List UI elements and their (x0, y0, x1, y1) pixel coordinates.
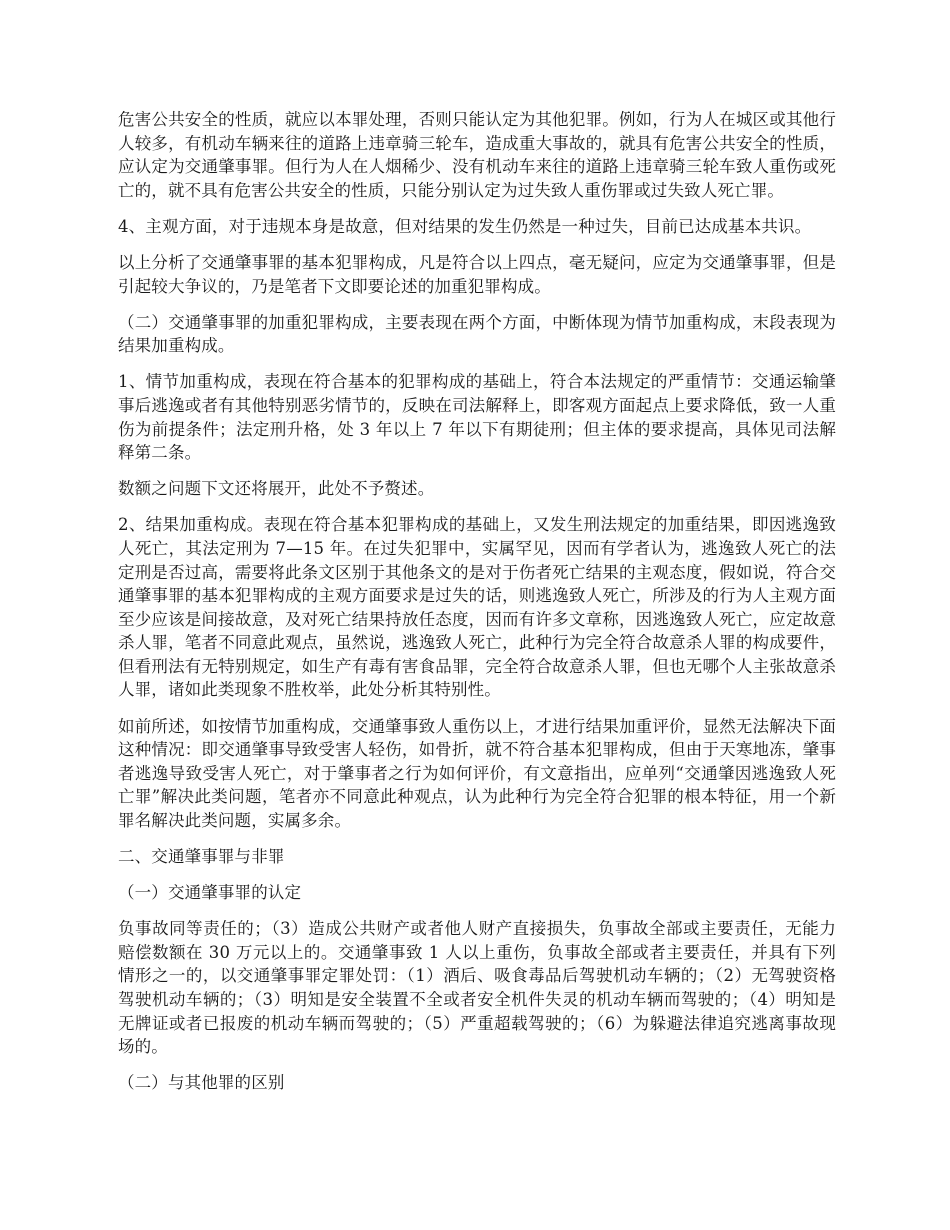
paragraph-as-mentioned: 如前所述，如按情节加重构成，交通肇事致人重伤以上，才进行结果加重评价，显然无法解决下面这种情况：即交通肇事导致受害人轻伤，如骨折，就不符合基本犯罪构成，但由于天寒地冻，肇事者逃逸导致受害人死亡，对于肇事者之行为如何评价，有文意指出，应单列“交通肇因逃逸致人死亡罪”解决此类问题，笔者亦不同意此种观点，认为此种行为完全符合犯罪的根本特征，用一个新罪名解决此类问题，实属多余。 (118, 716, 836, 830)
paragraph-amount-note: 数额之问题下文还将展开，此处不予赘述。 (118, 479, 435, 499)
paragraph-circumstance-aggravation: 1、情节加重构成，表现在符合基本的犯罪构成的基础上，符合本法规定的严重情节：交通运输肇事后逃逸或者有其他特别恶劣情节的，反映在司法解释上，即客观方面起点上要求降低，致一人重伤为前提条件；法定刑升格，处 3 年以上 7 年以下有期徒刑；但主体的要求提高，具体见司法解释第二条。 (118, 372, 836, 463)
paragraph-public-safety: 危害公共安全的性质，就应以本罪处理，否则只能认定为其他犯罪。例如，行为人在城区或其他行人较多，有机动车辆来往的道路上违章骑三轮车，造成重大事故的，就具有危害公共安全的性质，应认定为交通肇事罪。但行为人在人烟稀少、没有机动车来往的道路上违章骑三轮车致人重伤或死亡的，就不具有危害公共安全的性质，只能分别认定为过失致人重伤罪或过失致人死亡罪。 (118, 110, 836, 200)
paragraph-basic-summary: 以上分析了交通肇事罪的基本犯罪构成，凡是符合以上四点，毫无疑问，应定为交通肇事罪，但是引起较大争议的，乃是笔者下文即要论述的加重犯罪构成。 (118, 252, 836, 296)
document-page (118, 108, 836, 1107)
paragraph-subjective-aspect: 4、主观方面，对于违规本身是故意，但对结果的发生仍然是一种过失，目前已达成基本共识。 (118, 216, 812, 236)
paragraph-result-aggravation: 2、结果加重构成。表现在符合基本犯罪构成的基础上，又发生刑法规定的加重结果，即因逃逸致人死亡，其法定刑为 7—15 年。在过失犯罪中，实属罕见，因而有学者认为，逃逸致人死亡的法定刑是否过高，需要将此条文区别于其他条文的是对于伤者死亡结果的主观态度，假如说，符合交通肇事罪的基本犯罪构成的主观方面要求是过失的话，则逃逸致人死亡，所涉及的行为人主观方面至少应该是间接故意，及对死亡结果持放任态度，因而有许多文章称，因逃逸致人死亡，应定故意杀人罪，笔者不同意此观点，虽然说，逃逸致人死亡，此种行为完全符合故意杀人罪的构成要件，但看刑法有无特别规定，如生产有毒有害食品罪，完全符合故意杀人罪，但也无哪个人主张故意杀人罪，诸如此类现象不胜枚举，此处分析其特别性。 (118, 515, 836, 700)
sub-heading-identification: （一）交通肇事罪的认定 (118, 883, 302, 903)
section-heading: 二、交通肇事罪与非罪 (118, 847, 285, 867)
paragraph-aggravated-intro: （二）交通肇事罪的加重犯罪构成，主要表现在两个方面，中断体现为情节加重构成，末段表现为结果加重构成。 (118, 312, 836, 356)
sub-heading-distinction: （二）与其他罪的区别 (118, 1073, 285, 1093)
paragraph-conviction-conditions: 负事故同等责任的；（3）造成公共财产或者他人财产直接损失，负事故全部或主要责任，无能力赔偿数额在 30 万元以上的。交通肇事致 1 人以上重伤，负事故全部或者主要责任，并具有下列情形之一的，以交通肇事罪定罪处罚：（1）酒后、吸食毒品后驾驶机动车辆的；（2）无驾驶资格驾驶机动车辆的；（3）明知是安全装置不全或者安全机件失灵的机动车辆而驾驶的；（4）明知是无牌证或者已报废的机动车辆而驾驶的；（5）严重超载驾驶的；（6）为躲避法律追究逃离事故现场的。 (118, 919, 836, 1057)
